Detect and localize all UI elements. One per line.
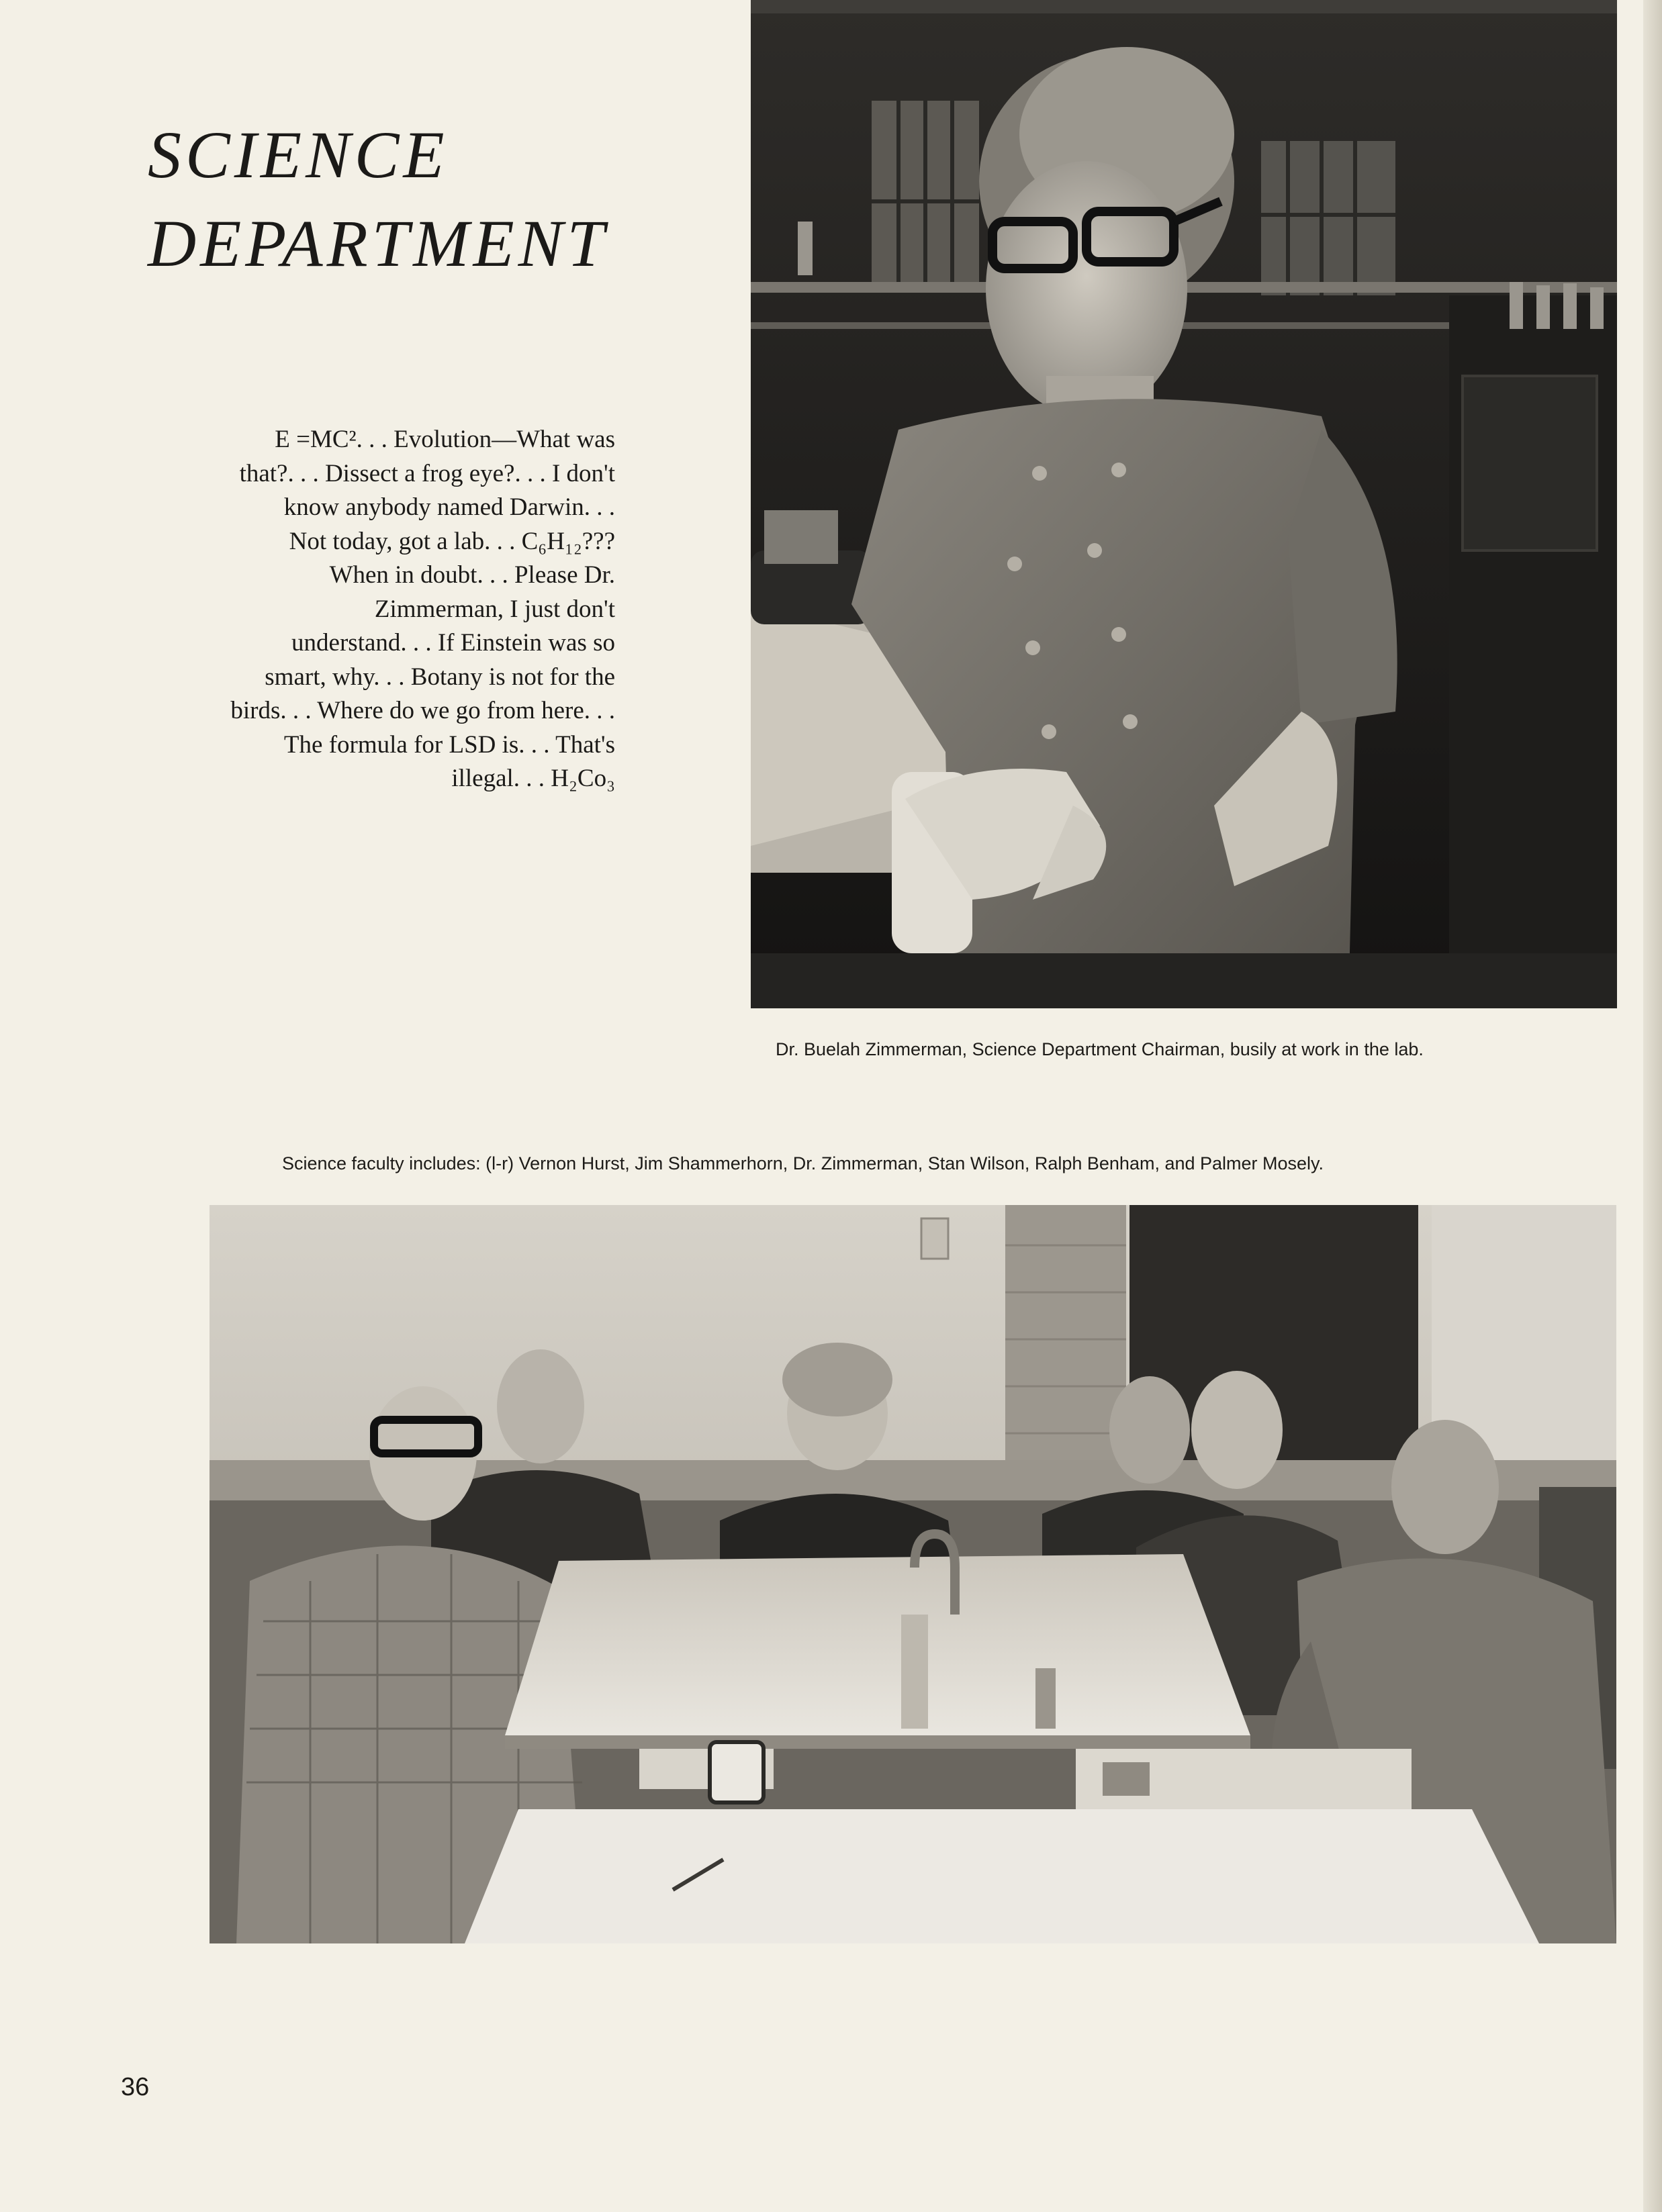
title-line-1: SCIENCE — [148, 117, 449, 192]
lab-photo-image — [751, 0, 1617, 1008]
page-number: 36 — [121, 2073, 150, 2101]
faculty-photo — [210, 1205, 1616, 1943]
lab-photo — [751, 0, 1617, 1008]
faculty-photo-caption: Science faculty includes: (l-r) Vernon Hurst, Jim Shammerhorn, Dr. Zimmerman, Stan Wilson, Ralph Benham, and Palmer Mosely. — [282, 1153, 1324, 1173]
lab-photo-caption: Dr. Buelah Zimmerman, Science Department Chairman, busily at work in the lab. — [776, 1039, 1424, 1059]
page-edge — [1643, 0, 1662, 2212]
intro-blurb: E =MC². . . Evolution—What was that?. . . Dissect a frog eye?. . . I don't know anybody named Darwin. . . Not today, got a lab. . . C₆H₁₂??? When in doubt. . . Please Dr. Zimmerman, I just don't understand. . . If Einstein was so smart, why. . . Botany is not for the birds. . . Where do we go from here. . . The formula for LSD is. . . That's illegal. . . H₂Co₃ — [230, 426, 615, 792]
title-line-2: DEPARTMENT — [148, 206, 608, 281]
faculty-photo-image — [210, 1205, 1616, 1943]
page-title — [148, 111, 752, 288]
